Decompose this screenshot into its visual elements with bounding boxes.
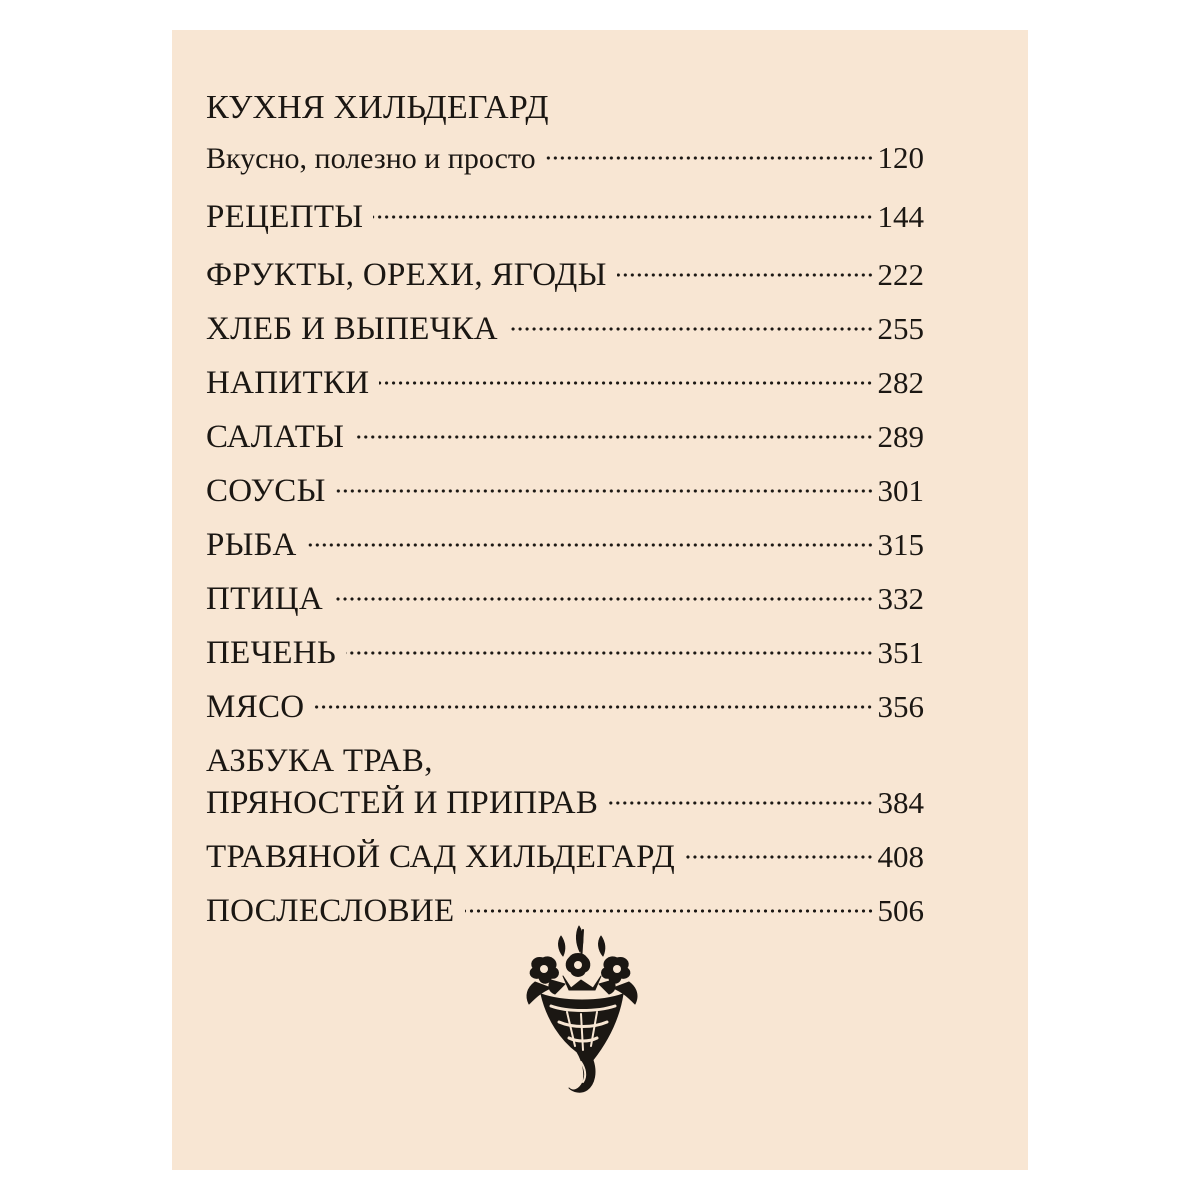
page-number: 120 [877,140,924,175]
dot-leader [508,326,874,332]
dot-leader [346,650,873,656]
toc-entry-title: РЫБА [206,527,297,563]
toc-entry [206,837,924,877]
toc-entry [206,579,924,619]
toc-entry-title: ФРУКТЫ, ОРЕХИ, ЯГОДЫ [206,257,607,293]
toc-entry [206,687,924,727]
toc-entry [206,309,924,349]
page-number: 351 [877,635,924,670]
page-number: 222 [877,257,924,292]
dot-leader [685,854,873,860]
toc-entry-multiline [206,741,924,823]
toc-entry-title: ХЛЕБ И ВЫПЕЧКА [206,311,498,347]
toc-entry-title-line2: ПРЯНОСТЕЙ И ПРИПРАВ [206,785,599,821]
toc-entry [206,525,924,565]
toc-entry-title: НАПИТКИ [206,365,370,401]
toc-entry-title-line1: АЗБУКА ТРАВ, [206,743,433,779]
page-number: 282 [877,365,924,400]
toc-heading-subtitle: Вкусно, полезно и просто [206,142,536,175]
dot-leader [336,488,874,494]
dot-leader [314,704,873,710]
dot-leader [465,908,874,914]
toc-entry [206,471,924,511]
toc-entry [206,363,924,403]
dot-leader [307,542,874,548]
toc-entry-title: РЕЦЕПТЫ [206,199,364,235]
dot-leader [333,596,874,602]
dot-leader [379,380,873,386]
toc-entry [206,633,924,673]
dot-leader [546,155,874,161]
toc-entry-kitchen [206,88,924,179]
toc-entry-title: ТРАВЯНОЙ САД ХИЛЬДЕГАРД [206,839,676,875]
page-number: 301 [877,473,924,508]
page-number: 332 [877,581,924,616]
toc-entry-title: СОУСЫ [206,473,326,509]
toc-heading-title: КУХНЯ ХИЛЬДЕГАРД [206,89,549,126]
toc-entry-title: САЛАТЫ [206,419,345,455]
page-number: 289 [877,419,924,454]
cornucopia-icon [521,922,643,1098]
toc-entry [206,417,924,457]
page-number: 315 [877,527,924,562]
page-number: 255 [877,311,924,346]
dot-leader [617,272,874,278]
page-number: 356 [877,689,924,724]
table-of-contents [206,88,924,931]
book-page [172,30,1028,1170]
dot-leader [608,800,873,806]
page-number: 506 [877,893,924,928]
toc-entry-title: ПОСЛЕСЛОВИЕ [206,893,455,929]
toc-entry [206,255,924,295]
toc-entry-title: ПТИЦА [206,581,323,617]
toc-entry-title: ПЕЧЕНЬ [206,635,337,671]
dot-leader [354,434,873,440]
page-number: 408 [877,839,924,874]
dot-leader [373,214,873,220]
page-number: 144 [877,199,924,234]
page-number: 384 [877,785,924,820]
toc-entry [206,197,924,237]
toc-entry-title: МЯСО [206,689,305,725]
